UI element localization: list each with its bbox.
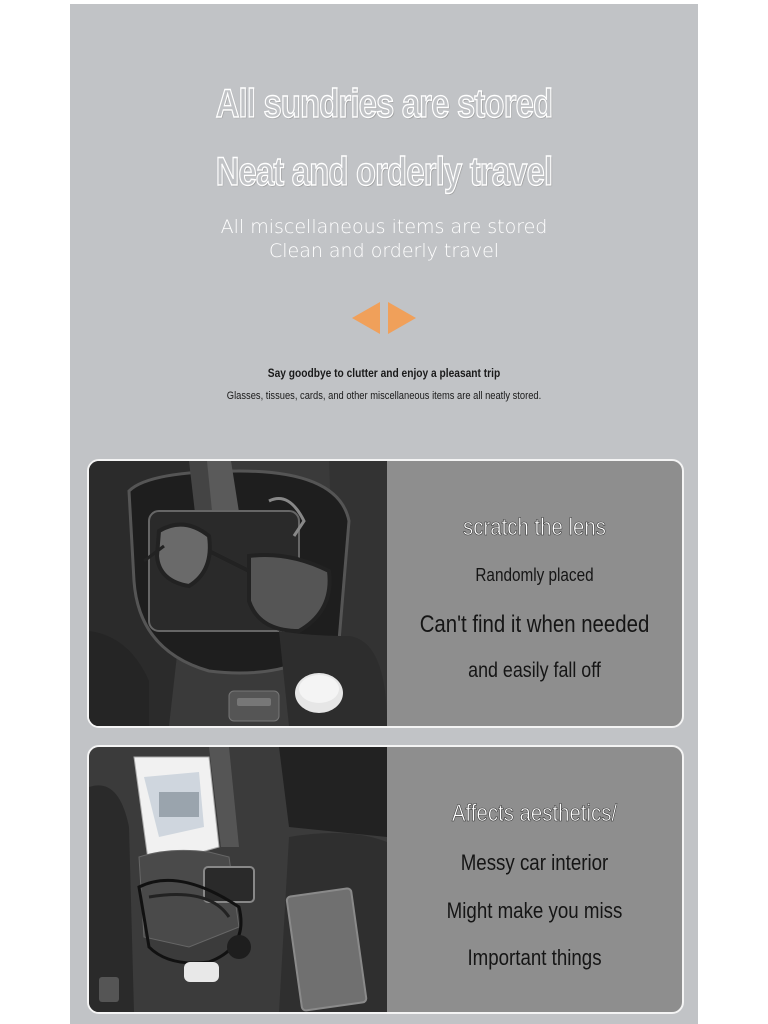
double-arrow-icon <box>352 302 416 334</box>
card-1-line-3: Can't find it when needed <box>419 611 650 638</box>
feature-card-2-text <box>387 747 682 1012</box>
headline-1: All sundries are stored <box>215 82 553 126</box>
feature-card-1 <box>87 459 684 728</box>
card-2-line-4: Important things <box>467 945 602 970</box>
card-1-title: scratch the lens <box>463 514 606 541</box>
feature-card-1-text <box>387 461 682 726</box>
product-page <box>70 4 698 1024</box>
sunglasses-in-console-photo <box>89 461 387 726</box>
card-2-title: Affects aesthetics/ <box>451 800 618 827</box>
subtitle-1: All miscellaneous items are stored <box>220 216 548 238</box>
card-2-line-2: Messy car interior <box>460 850 609 875</box>
tagline-1: Say goodbye to clutter and enjoy a pleasant trip <box>267 366 501 380</box>
headline-2: Neat and orderly travel <box>215 150 553 194</box>
feature-card-2 <box>87 745 684 1014</box>
card-1-line-2: Randomly placed <box>475 565 594 585</box>
tagline-2: Glasses, tissues, cards, and other miscellaneous items are all neatly stored. <box>226 390 542 402</box>
subtitle-2: Clean and orderly travel <box>268 240 500 262</box>
card-2-line-3: Might make you miss <box>446 898 623 923</box>
card-1-line-4: and easily fall off <box>468 659 601 682</box>
cluttered-console-photo <box>89 747 387 1012</box>
